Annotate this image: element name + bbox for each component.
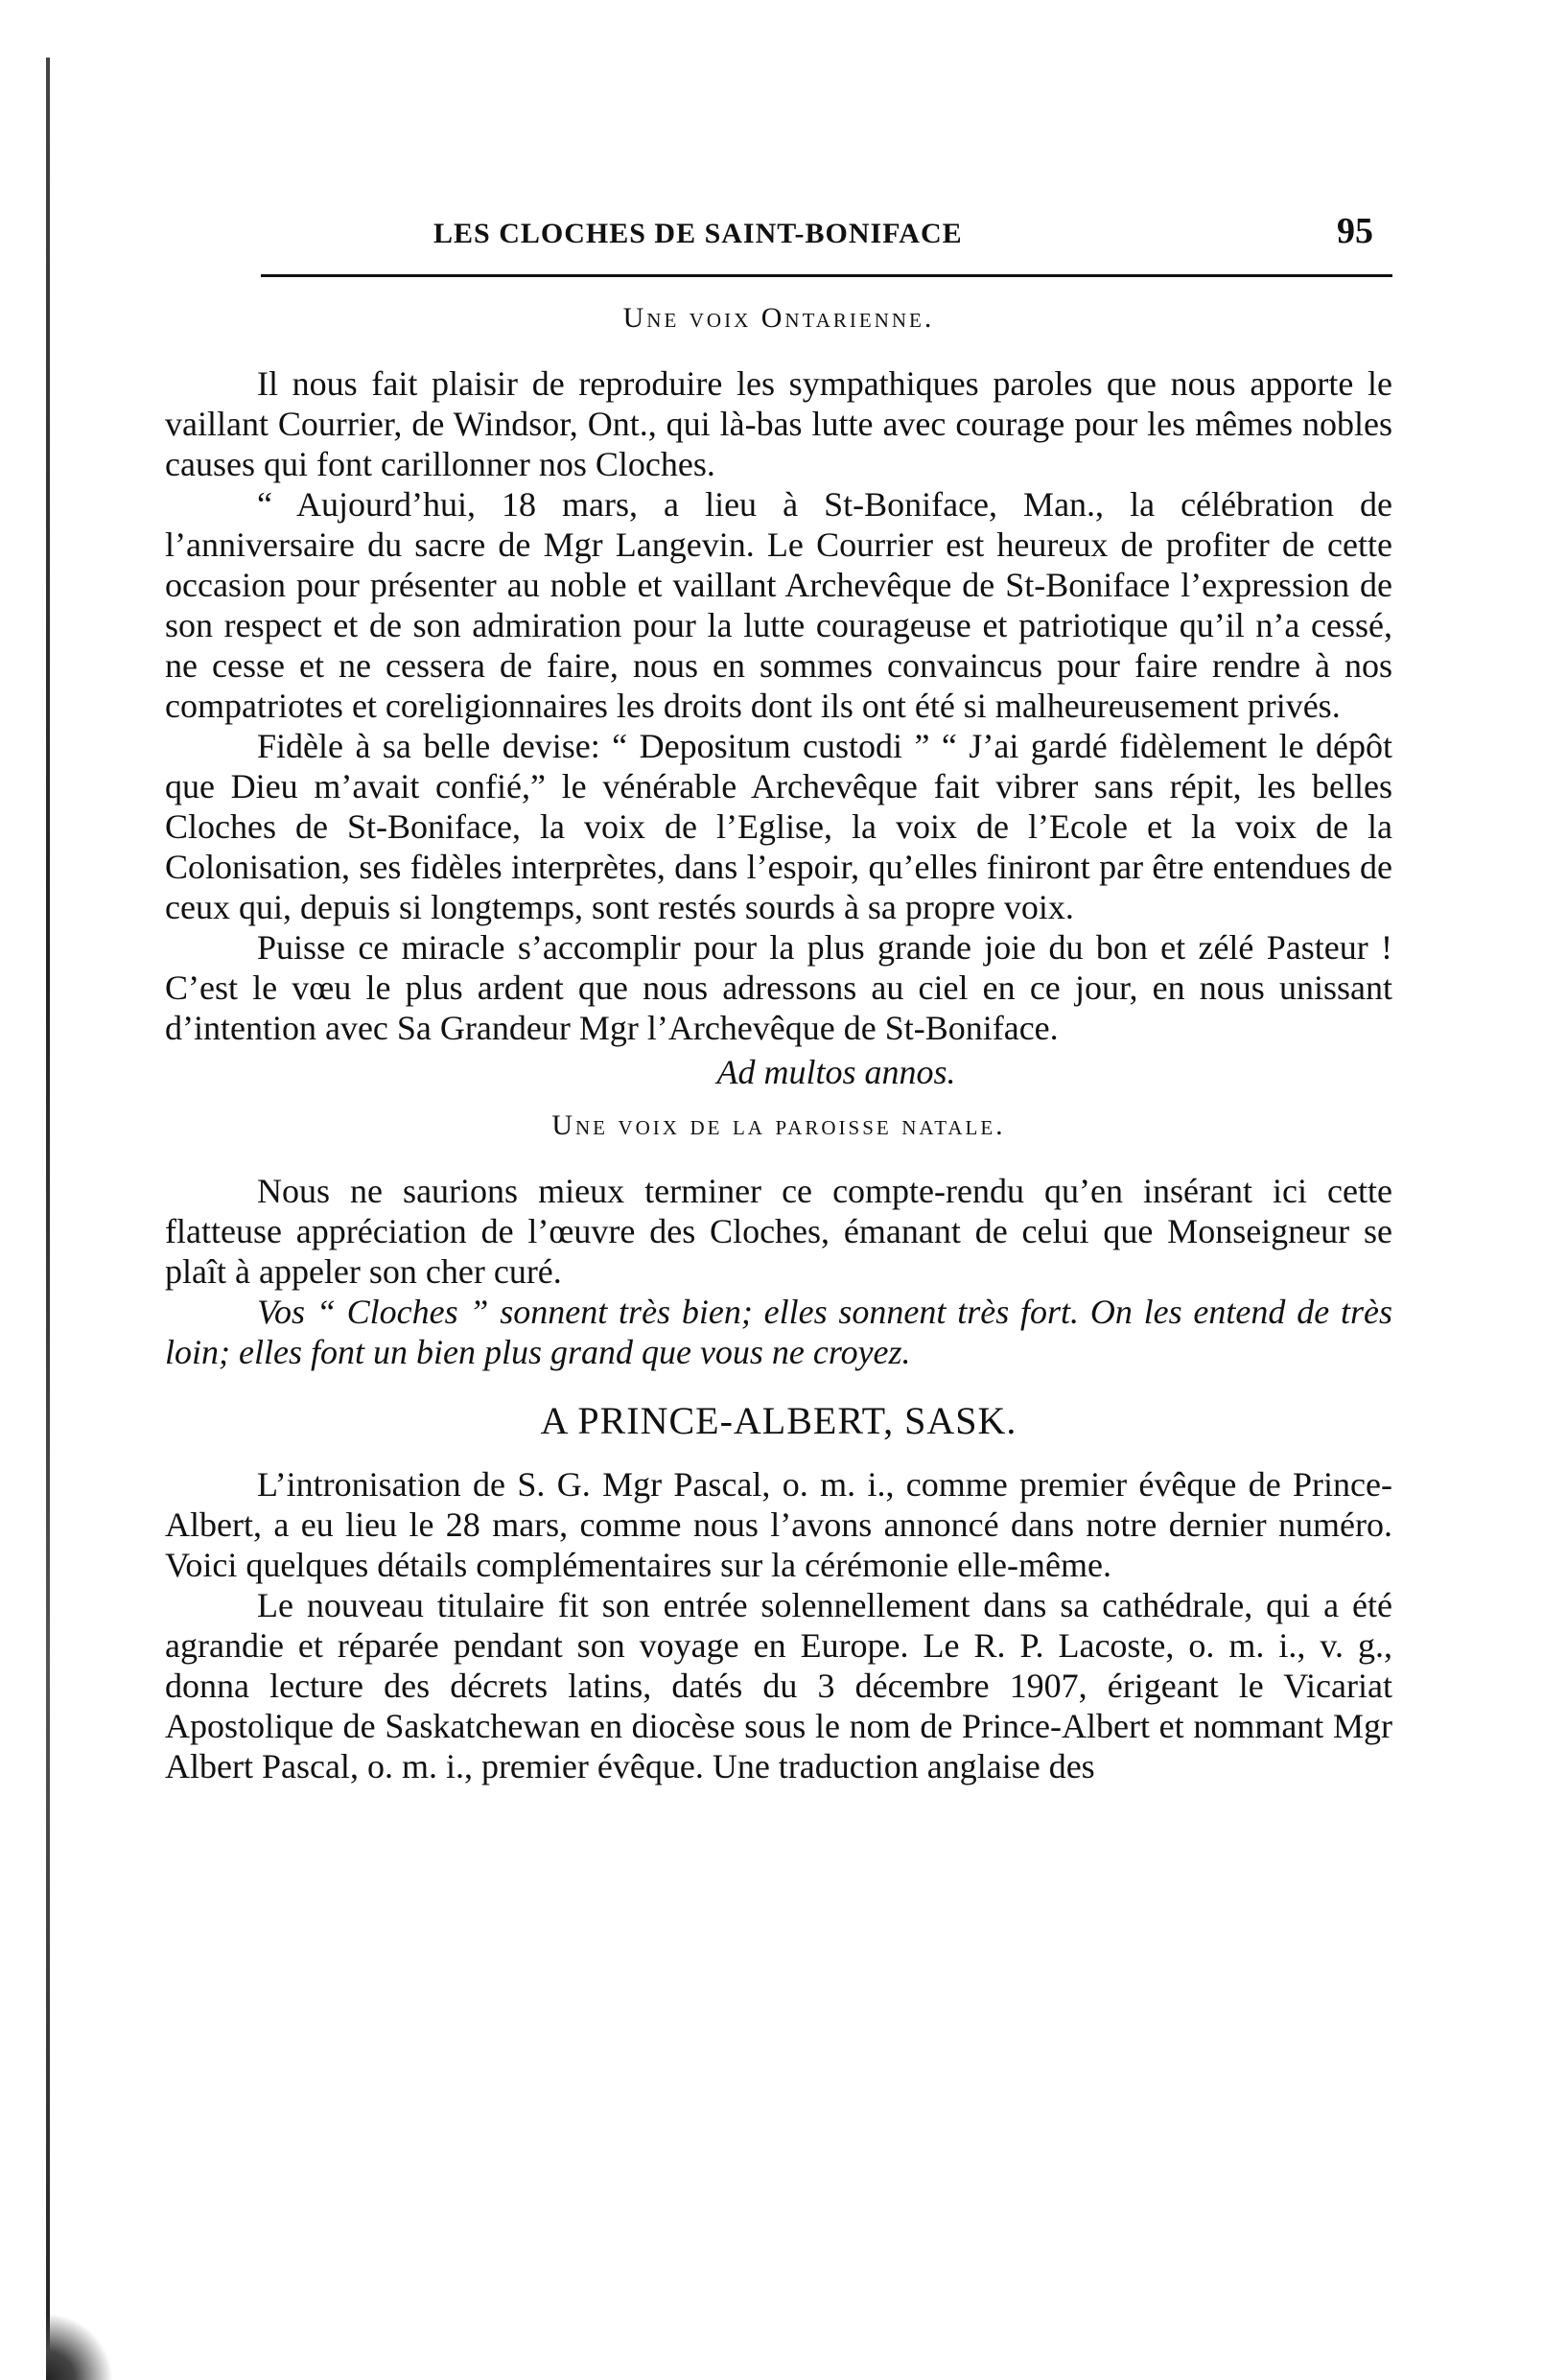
corner-smudge: [46, 2313, 113, 2380]
page-column: [165, 211, 1392, 1786]
paragraph-intronisation: L’intronisation de S. G. Mgr Pascal, o. m. i., comme premier évêque de Prince-Albert, a eu lieu le 28 mars, comme nous l’avons annoncé dans notre dernier numéro. Voici quelques détails complémentaires sur la cérémonie elle-même.: [165, 1465, 1392, 1584]
signoff: Ad multos annos.: [716, 1053, 956, 1091]
paragraph-quote-2: Fidèle à sa belle devise: “ Depositum custodi ” “ J’ai gardé fidèlement le dépôt que Dieu m’avait confié,” le vénérable Archevêque fait vibrer sans répit, les belles Cloches de St-Boniface, la voix de l’Eglise, la voix de l’Ecole et la voix de la Colonisation, ses fidèles interprètes, dans l’espoir, qu’elles finiront par être entendues de ceux qui, depuis si longtemps, sont restés sourds à sa propre voix.: [165, 727, 1392, 926]
page-binding-edge: [46, 58, 50, 2359]
page-number: 95: [1337, 211, 1373, 251]
running-head-title: LES CLOCHES DE SAINT-BONIFACE: [433, 218, 963, 249]
paragraph-quote-1: “ Aujourd’hui, 18 mars, a lieu à St-Boniface, Man., la célébration de l’anniversaire du sacre de Mgr Langevin. Le Courrier est heureux de profiter de cette occasion pour présenter au noble et vaillant Archevêque de St-Boniface l’expression de son respect et de son admiration pour la lutte courageuse et patriotique qu’il n’a cessé, ne cesse et ne cessera de faire, nous en sommes convaincus pour faire rendre à nos compatriotes et coreligionnaires les droits dont ils ont été si malheureusement privés.: [165, 485, 1392, 725]
running-head: [165, 211, 1392, 267]
paragraph-quote-3: Puisse ce miracle s’accomplir pour la plus grande joie du bon et zélé Pasteur ! C’est le vœu le plus ardent que nous adressons au ciel en ce jour, en nous unissant d’intention avec Sa Grandeur Mgr l’Archevêque de St-Boniface.: [165, 928, 1392, 1047]
paragraph-paroisse: Nous ne saurions mieux terminer ce compte-rendu qu’en insérant ici cette flatteuse appréciation de l’œuvre des Cloches, émanant de celui que Monseigneur se plaît à appeler son cher curé.: [165, 1172, 1392, 1291]
paragraph-cure-quote: Vos “ Cloches ” sonnent très bien; elles sonnent très fort. On les entend de très loin; elles font un bien plus grand que vous ne croyez.: [165, 1293, 1392, 1371]
header-rule: [261, 274, 1392, 277]
paragraph-intro: Il nous fait plaisir de reproduire les sympathiques paroles que nous apporte le vaillant Courrier, de Windsor, Ont., qui là-bas lutte avec courage pour les mêmes nobles causes qui font carillonner nos Cloches.: [165, 364, 1392, 483]
paragraph-titulaire: Le nouveau titulaire fit son entrée solennellement dans sa cathédrale, qui a été agrandie et réparée pendant son voyage en Europe. Le R. P. Lacoste, o. m. i., v. g., donna lecture des décrets latins, datés du 3 décembre 1907, érigeant le Vicariat Apostolique de Saskatchewan en diocèse sous le nom de Prince-Albert et nommant Mgr Albert Pascal, o. m. i., premier évêque. Une traduction anglaise des: [165, 1586, 1392, 1785]
section-heading-paroisse: Une voix de la paroisse natale.: [551, 1109, 1006, 1141]
article-heading-prince-albert: A PRINCE-ALBERT, SASK.: [540, 1399, 1017, 1442]
section-heading-ontarienne: Une voix Ontarienne.: [622, 302, 935, 334]
